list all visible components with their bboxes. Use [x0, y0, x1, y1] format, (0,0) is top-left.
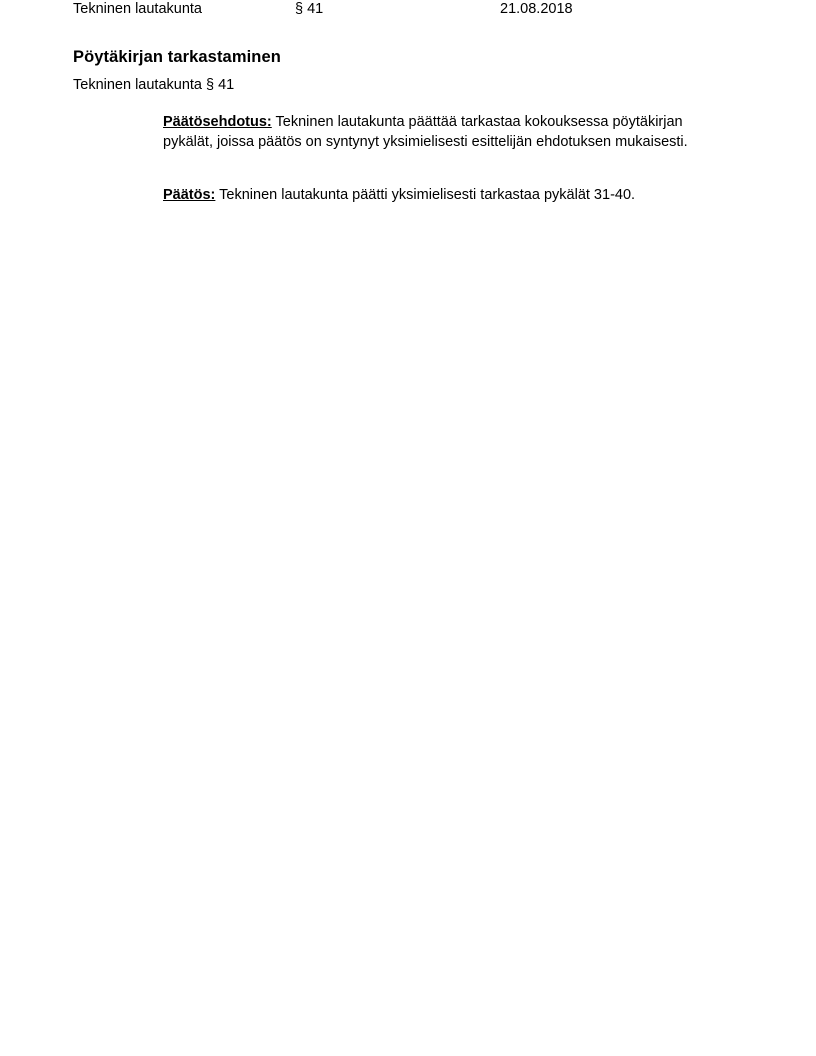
- decision-block: [163, 186, 703, 206]
- header-section-number: § 41: [295, 1, 324, 17]
- agenda-item-reference: Tekninen lautakunta § 41: [73, 77, 235, 93]
- decision-proposal-block: [163, 113, 703, 152]
- document-header: [73, 0, 733, 22]
- header-date: 21.08.2018: [500, 1, 573, 17]
- decision-proposal-label: Päätösehdotus:: [163, 114, 272, 130]
- decision-text: Tekninen lautakunta päätti yksimielisesti tarkastaa pykälät 31-40.: [215, 187, 636, 203]
- page-title: Pöytäkirjan tarkastaminen: [73, 48, 281, 67]
- header-organ-name: Tekninen lautakunta: [73, 1, 202, 17]
- decision-label: Päätös:: [163, 187, 216, 203]
- decision-proposal-text: Tekninen lautakunta päättää tarkastaa kokouksessa pöytäkirjan pykälät, joissa päätös on syntynyt yksimielisesti esittelijän ehdotuksen mukaisesti.: [163, 114, 688, 150]
